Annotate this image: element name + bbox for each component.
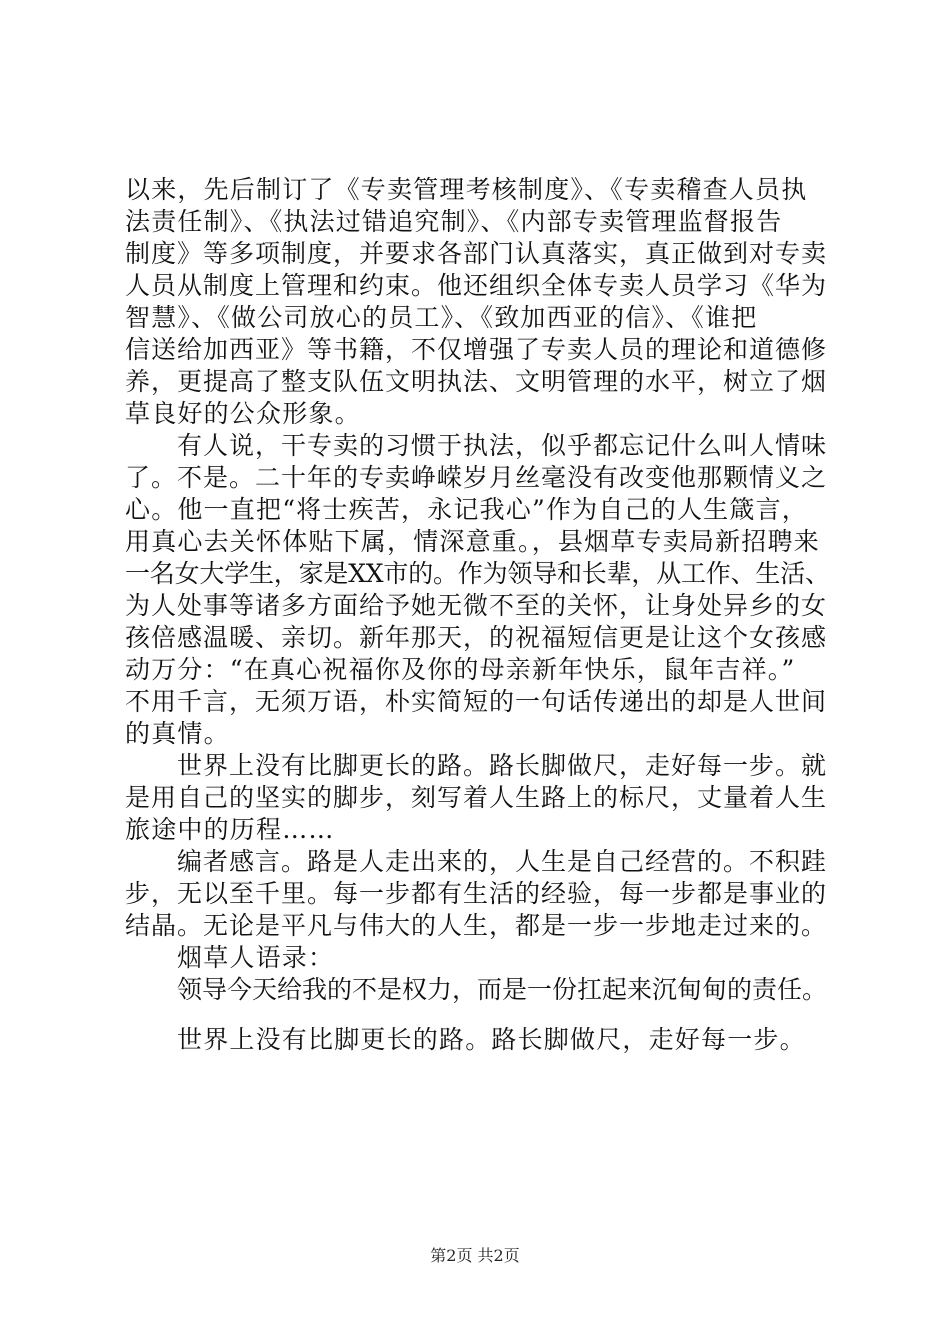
- page-footer: 第2页 共2页: [430, 1246, 520, 1265]
- text-line: 的真情。: [125, 719, 230, 748]
- text-line: 烟草人语录：: [177, 943, 335, 972]
- body-text: [125, 174, 830, 1006]
- text-line: 信送给加西亚》等书籍，不仅增强了专卖人员的理论和道德修: [125, 335, 828, 364]
- text-line: 用真心去关怀体贴下属，情深意重。，县烟草专卖局新招聘来: [125, 527, 820, 556]
- closing-line: 世界上没有比脚更长的路。路长脚做尺，走好每一步。: [177, 1025, 806, 1054]
- text-line: 了。不是。二十年的专卖峥嵘岁月丝毫没有改变他那颗情义之: [125, 463, 828, 492]
- text-line: 旅途中的历程……: [125, 815, 335, 844]
- text-line: 养，更提高了整支队伍文明执法、文明管理的水平，树立了烟: [125, 367, 828, 396]
- closing-block: [125, 1024, 830, 1056]
- text-line: 编者感言。路是人走出来的，人生是自己经营的。不积跬: [177, 847, 828, 876]
- text-line: 是用自己的坚实的脚步，刻写着人生路上的标尺，丈量着人生: [125, 783, 828, 812]
- text-line: 心。他一直把“将士疾苦，永记我心”作为自己的人生箴言，: [125, 495, 808, 524]
- text-line: 以来，先后制订了《专卖管理考核制度》、《专卖稽查人员执: [125, 175, 808, 204]
- text-line: 孩倍感温暖、亲切。新年那天，的祝福短信更是让这个女孩感: [125, 623, 828, 652]
- text-line: 步，无以至千里。每一步都有生活的经验，每一步都是事业的: [125, 879, 828, 908]
- text-line: 人员从制度上管理和约束。他还组织全体专卖人员学习《华为: [125, 271, 828, 300]
- text-line: 领导今天给我的不是权力，而是一份扛起来沉甸甸的责任。: [177, 975, 828, 1004]
- text-line: 有人说，干专卖的习惯于执法，似乎都忘记什么叫人情味: [177, 431, 828, 460]
- text-line: 结晶。无论是平凡与伟大的人生，都是一步一步地走过来的。: [125, 911, 828, 940]
- text-line: 不用千言，无须万语，朴实简短的一句话传递出的却是人世间: [125, 687, 828, 716]
- text-line: 动万分：“在真心祝福你及你的母亲新年快乐，鼠年吉祥。”: [125, 655, 796, 684]
- text-line: 为人处事等诸多方面给予她无微不至的关怀，让身处异乡的女: [125, 591, 828, 620]
- text-line: 制度》等多项制度，并要求各部门认真落实，真正做到对专卖: [125, 239, 828, 268]
- text-line: 草良好的公众形象。: [125, 399, 361, 428]
- text-line: 智慧》、《做公司放心的员工》、《致加西亚的信》、《谁把: [125, 303, 758, 332]
- text-line: 法责任制》、《执法过错追究制》、《内部专卖管理监督报告: [125, 207, 783, 236]
- text-line: 一名女大学生，家是XX市的。作为领导和长辈，从工作、生活、: [125, 559, 830, 588]
- text-line: 世界上没有比脚更长的路。路长脚做尺，走好每一步。就: [177, 751, 828, 780]
